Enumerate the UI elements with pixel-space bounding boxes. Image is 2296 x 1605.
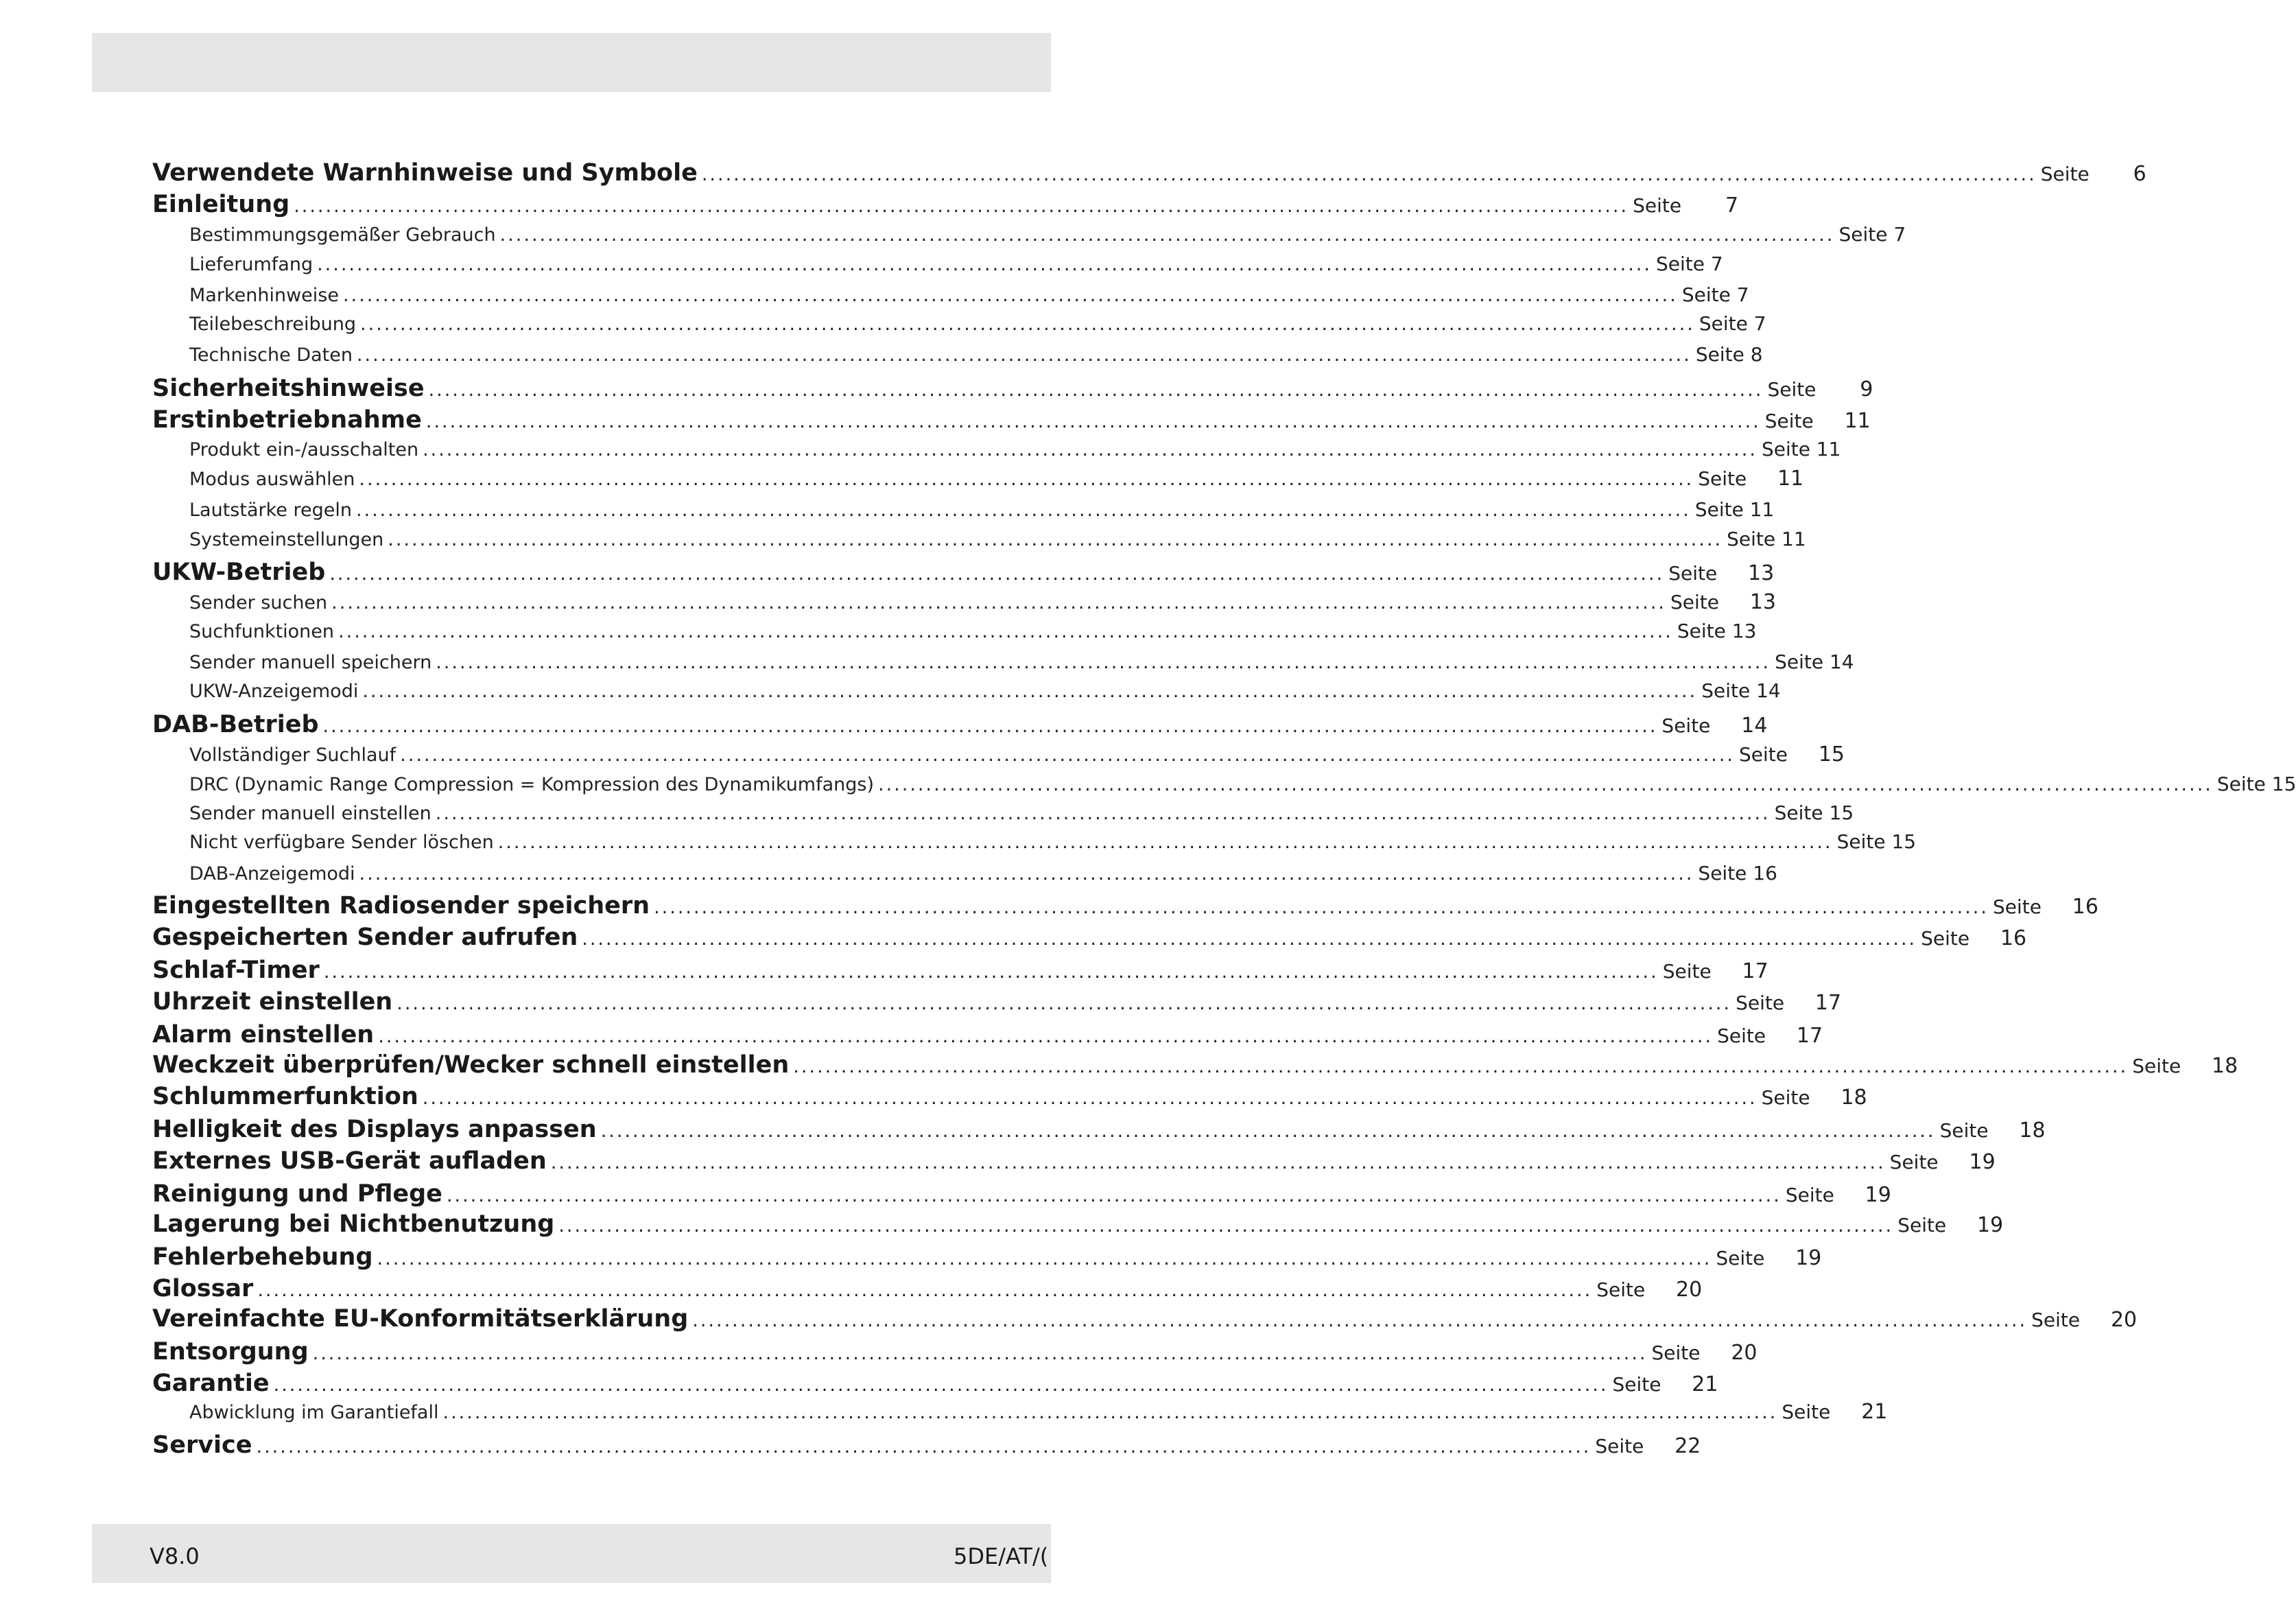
toc-entry[interactable] [152,1051,2238,1083]
dot-leader: ........................................................................................................................................................................ [359,863,1694,884]
toc-entry[interactable] [152,1180,1891,1212]
toc-entry[interactable] [152,892,2098,924]
dot-leader: ........................................................................................................................................................................ [317,254,1652,275]
toc-entry-page: Seite 8 [1695,343,1763,366]
dot-leader: ........................................................................................................................................................................ [322,716,1658,737]
toc-entry-page-number: 21 [1692,1372,1718,1396]
toc-entry[interactable] [152,1116,2046,1147]
dot-leader: ........................................................................................................................................................................ [355,500,1691,521]
toc-entry-page-number: 18 [2212,1054,2238,1078]
toc-entry-page-number: 6 [2133,162,2146,186]
dot-leader: ........................................................................................................................................................................ [423,439,1757,460]
toc-entry-title: Glossar [152,1275,254,1302]
toc-entry-page-number: 20 [1731,1341,1757,1365]
toc-entry-title: Service [152,1431,252,1459]
toc-entry-page-number: 19 [1795,1246,1822,1270]
toc-entry-page: Seite 7 [1838,223,1906,246]
dot-leader: ........................................................................................................................................................................ [273,1374,1609,1396]
toc-entry-page-number: 20 [1676,1278,1703,1302]
toc-entry-seite-label: Seite [2040,163,2090,185]
dot-leader: ........................................................................................................................................................................ [342,285,1678,306]
toc-entry[interactable] [152,406,1871,438]
toc-entry-page-number: 18 [1841,1086,1867,1110]
toc-entry-title: Eingestellten Radiosender speichern [152,892,650,919]
dot-leader: ........................................................................................................................................................................ [499,224,1835,246]
toc-entry[interactable] [152,159,2146,191]
toc-entry[interactable] [189,590,1777,618]
dot-leader: ........................................................................................................................................................................ [654,897,1989,918]
toc-entry-page-number: 18 [2019,1118,2046,1143]
toc-entry[interactable] [189,223,1906,250]
toc-entry[interactable] [152,1243,1822,1275]
toc-entry-page-number: 19 [1977,1213,2004,1237]
toc-entry-title: Sender suchen [189,592,328,613]
toc-entry-seite-label: Seite [1889,1151,1939,1173]
toc-entry-seite-label: Seite [1668,562,1718,585]
dot-leader: ........................................................................................................................................................................ [400,745,1736,766]
toc-entry-page-number: 16 [2000,926,2027,950]
toc-entry[interactable] [189,651,1854,678]
toc-entry[interactable] [189,773,2296,800]
toc-entry-page: Seite 14 [1701,679,1781,702]
toc-entry-seite-label: Seite [2132,1055,2181,1077]
toc-entry[interactable] [189,742,1845,770]
dot-leader: ........................................................................................................................................................................ [359,469,1694,490]
toc-entry-title: Nicht verfügbare Sender löschen [189,832,494,853]
toc-entry-seite-label: Seite [1782,1401,1831,1423]
toc-entry-page-number: 22 [1674,1434,1701,1458]
toc-entry-title: Garantie [152,1370,270,1397]
toc-entry[interactable] [152,1147,1996,1179]
toc-entry-page-number: 21 [1861,1400,1888,1424]
toc-entry-title: Technische Daten [189,344,353,366]
toc-entry-title: Sender manuell speichern [189,652,432,673]
toc-entry-page-number: 17 [1814,991,1842,1015]
toc-entry-page-number: 19 [1969,1150,1996,1174]
dot-leader: ........................................................................................................................................................................ [329,563,1665,585]
toc-entry-seite-label: Seite [1661,714,1711,737]
dot-leader: ........................................................................................................................................................................ [425,411,1761,432]
toc-entry[interactable] [189,679,1781,707]
toc-entry-title: Schlummerfunktion [152,1083,418,1110]
toc-entry-page-number: 11 [1844,409,1871,433]
toc-entry-title: Alarm einstellen [152,1021,375,1048]
dot-leader: ........................................................................................................................................................................ [338,621,1673,642]
dot-leader: ........................................................................................................................................................................ [360,314,1695,335]
toc-entry-title: DRC (Dynamic Range Compression = Kompression des Dynamikumfangs) [189,774,875,795]
footer-code: 5DE/AT/( [954,1543,1049,1569]
toc-entry-seite-label: Seite [1612,1373,1661,1396]
toc-entry[interactable] [189,283,1749,311]
toc-entry[interactable] [189,801,1854,829]
header-band [92,33,1051,92]
toc-entry-title: DAB-Betrieb [152,711,319,738]
toc-entry-seite-label: Seite [2031,1309,2081,1331]
toc-entry[interactable] [189,620,1757,647]
toc-entry-title: Erstinbetriebnahme [152,406,422,434]
toc-entry-seite-label: Seite [1595,1435,1644,1457]
toc-entry-seite-label: Seite [1897,1214,1947,1237]
toc-entry-title: Weckzeit überprüfen/Wecker schnell einstellen [152,1051,790,1079]
toc-entry-page-number: 11 [1777,467,1804,491]
dot-leader: ........................................................................................................................................................................ [397,993,1732,1014]
toc-entry-title: Verwendete Warnhinweise und Symbole [152,159,698,187]
toc-entry[interactable] [152,1210,2004,1242]
toc-entry[interactable] [152,1021,1823,1053]
toc-entry-title: Uhrzeit einstellen [152,988,393,1016]
dot-leader: ........................................................................................................................................................................ [377,1248,1712,1269]
toc-entry-seite-label: Seite [1662,960,1712,983]
toc-entry-page: Seite 15 [2216,773,2296,795]
dot-leader: ........................................................................................................................................................................ [878,774,2213,795]
toc-entry-seite-label: Seite [1716,1247,1765,1269]
dot-leader: ........................................................................................................................................................................ [388,529,1723,550]
toc-entry-seite-label: Seite [1921,927,1970,950]
dot-leader: ........................................................................................................................................................................ [257,1280,1593,1301]
toc-entry[interactable] [152,1338,1757,1370]
toc-entry-title: Gespeicherten Sender aufrufen [152,924,578,951]
toc-entry-title: Vollständiger Suchlauf [189,745,397,766]
toc-entry-page: Seite 7 [1655,253,1723,275]
footer-version: V8.0 [150,1543,200,1569]
toc-entry-seite-label: Seite [1939,1119,1989,1142]
toc-entry-seite-label: Seite [1764,410,1814,432]
toc-entry-title: DAB-Anzeigemodi [189,863,355,884]
toc-entry-title: Lagerung bei Nichtbenutzung [152,1210,555,1238]
toc-entry-page: Seite 7 [1699,312,1766,335]
toc-entry-title: UKW-Anzeigemodi [189,681,359,702]
toc-entry-title: Produkt ein-/ausschalten [189,439,419,460]
toc-entry-seite-label: Seite [1992,895,2041,918]
toc-entry[interactable] [152,1305,2138,1337]
toc-entry[interactable] [189,343,1763,371]
toc-entry-page-number: 7 [1725,194,1739,218]
dot-leader: ........................................................................................................................................................................ [312,1343,1648,1364]
toc-entry-title: Abwicklung im Garantiefall [189,1402,439,1423]
toc-entry-page-number: 19 [1865,1183,1891,1207]
toc-entry-seite-label: Seite [1698,467,1747,490]
toc-entry-page-number: 13 [1748,561,1775,585]
toc-entry-seite-label: Seite [1761,1086,1810,1109]
toc-entry-title: Vereinfachte EU-Konformitätserklärung [152,1305,689,1333]
toc-entry[interactable] [152,375,1873,406]
toc-entry-seite-label: Seite [1651,1342,1701,1364]
toc-entry-page-number: 13 [1749,590,1777,614]
toc-entry-title: Schlaf-Timer [152,957,320,984]
dot-leader: ........................................................................................................................................................................ [378,1026,1714,1047]
toc-entry-page: Seite 11 [1727,528,1806,550]
toc-entry-title: Lieferumfang [189,254,313,275]
toc-entry-page: Seite 11 [1694,498,1775,521]
toc-entry[interactable] [189,862,1777,889]
dot-leader: ........................................................................................................................................................................ [582,928,1917,950]
toc-entry-title: Suchfunktionen [189,621,335,642]
toc-entry-page-number: 17 [1742,959,1768,983]
dot-leader: ........................................................................................................................................................................ [550,1152,1886,1173]
toc-entry[interactable] [189,438,1841,465]
dot-leader: ........................................................................................................................................................................ [446,1185,1782,1206]
toc-entry-seite-label: Seite [1633,194,1682,217]
toc-entry-title: Einleitung [152,191,290,218]
dot-leader: ........................................................................................................................................................................ [428,379,1764,401]
toc-entry[interactable] [189,528,1806,555]
toc-entry-title: Markenhinweise [189,285,339,306]
toc-entry-title: Externes USB-Gerät aufladen [152,1147,547,1175]
toc-entry-seite-label: Seite [1670,591,1720,613]
toc-entry[interactable] [152,1083,1867,1114]
toc-entry-page-number: 17 [1796,1024,1823,1048]
dot-leader: ........................................................................................................................................................................ [436,652,1771,673]
toc-entry[interactable] [152,1275,1703,1307]
dot-leader: ........................................................................................................................................................................ [356,344,1692,366]
toc-entry-title: Teilebeschreibung [189,314,357,335]
dot-leader: ........................................................................................................................................................................ [294,196,1629,217]
toc-entry-title: Modus auswählen [189,469,355,490]
dot-leader: ........................................................................................................................................................................ [422,1088,1757,1109]
dot-leader: ........................................................................................................................................................................ [701,164,2037,185]
toc-entry[interactable] [189,253,1723,280]
dot-leader: ........................................................................................................................................................................ [323,961,1659,983]
dot-leader: ........................................................................................................................................................................ [793,1056,2129,1077]
toc-entry-page: Seite 11 [1761,438,1841,460]
toc-entry-title: Entsorgung [152,1338,309,1366]
dot-leader: ........................................................................................................................................................................ [435,803,1771,824]
dot-leader: ........................................................................................................................................................................ [442,1402,1778,1423]
toc-entry[interactable] [152,924,2027,955]
toc-entry-page-number: 9 [1860,377,1873,401]
toc-entry-seite-label: Seite [1717,1024,1766,1047]
toc-entry-page-number: 14 [1741,714,1768,738]
dot-leader: ........................................................................................................................................................................ [600,1121,1936,1142]
dot-leader: ........................................................................................................................................................................ [256,1436,1591,1457]
toc-entry-title: UKW-Betrieb [152,559,326,586]
toc-entry-title: Lautstärke regeln [189,500,352,521]
dot-leader: ........................................................................................................................................................................ [362,681,1698,702]
toc-entry-page: Seite 14 [1775,651,1854,673]
dot-leader: ........................................................................................................................................................................ [331,592,1667,613]
toc-entry-page-number: 16 [2072,895,2098,919]
toc-entry[interactable] [152,559,1775,590]
toc-entry-title: Reinigung und Pflege [152,1180,442,1208]
toc-entry-title: Sicherheitshinweise [152,375,425,402]
toc-entry-page-number: 15 [1818,742,1845,766]
toc-entry[interactable] [152,191,1739,222]
dot-leader: ........................................................................................................................................................................ [558,1215,1894,1237]
toc-entry[interactable] [189,312,1766,340]
toc-entry-title: Sender manuell einstellen [189,803,431,824]
toc-entry-page: Seite 7 [1681,283,1749,306]
toc-entry[interactable] [189,467,1804,494]
toc-entry-title: Fehlerbehebung [152,1243,373,1271]
toc-entry-title: Bestimmungsgemäßer Gebrauch [189,224,496,246]
toc-entry-title: Systemeinstellungen [189,529,384,550]
toc-entry-page: Seite 16 [1698,862,1777,884]
toc-entry[interactable] [152,1370,1718,1401]
toc-entry-title: Helligkeit des Displays anpassen [152,1116,597,1143]
dot-leader: ........................................................................................................................................................................ [497,832,1833,853]
toc-entry-seite-label: Seite [1596,1278,1646,1301]
toc-entry[interactable] [152,711,1768,742]
toc-entry[interactable] [152,957,1768,988]
footer-band [92,1524,1051,1583]
toc-entry-page-number: 20 [2110,1308,2138,1332]
toc-entry[interactable] [152,988,1842,1020]
toc-entry-page: Seite 15 [1836,830,1917,853]
toc-entry-page: Seite 15 [1774,801,1854,824]
toc-entry-seite-label: Seite [1767,378,1816,401]
toc-entry[interactable] [152,1431,1701,1463]
toc-entry-seite-label: Seite [1785,1184,1834,1206]
toc-entry[interactable] [189,1400,1888,1427]
toc-entry-seite-label: Seite [1736,992,1785,1014]
toc-entry[interactable] [189,830,1917,858]
toc-entry-page: Seite 13 [1677,620,1757,642]
dot-leader: ........................................................................................................................................................................ [692,1310,2028,1331]
toc-entry[interactable] [189,498,1775,526]
toc-entry-seite-label: Seite [1739,743,1788,766]
